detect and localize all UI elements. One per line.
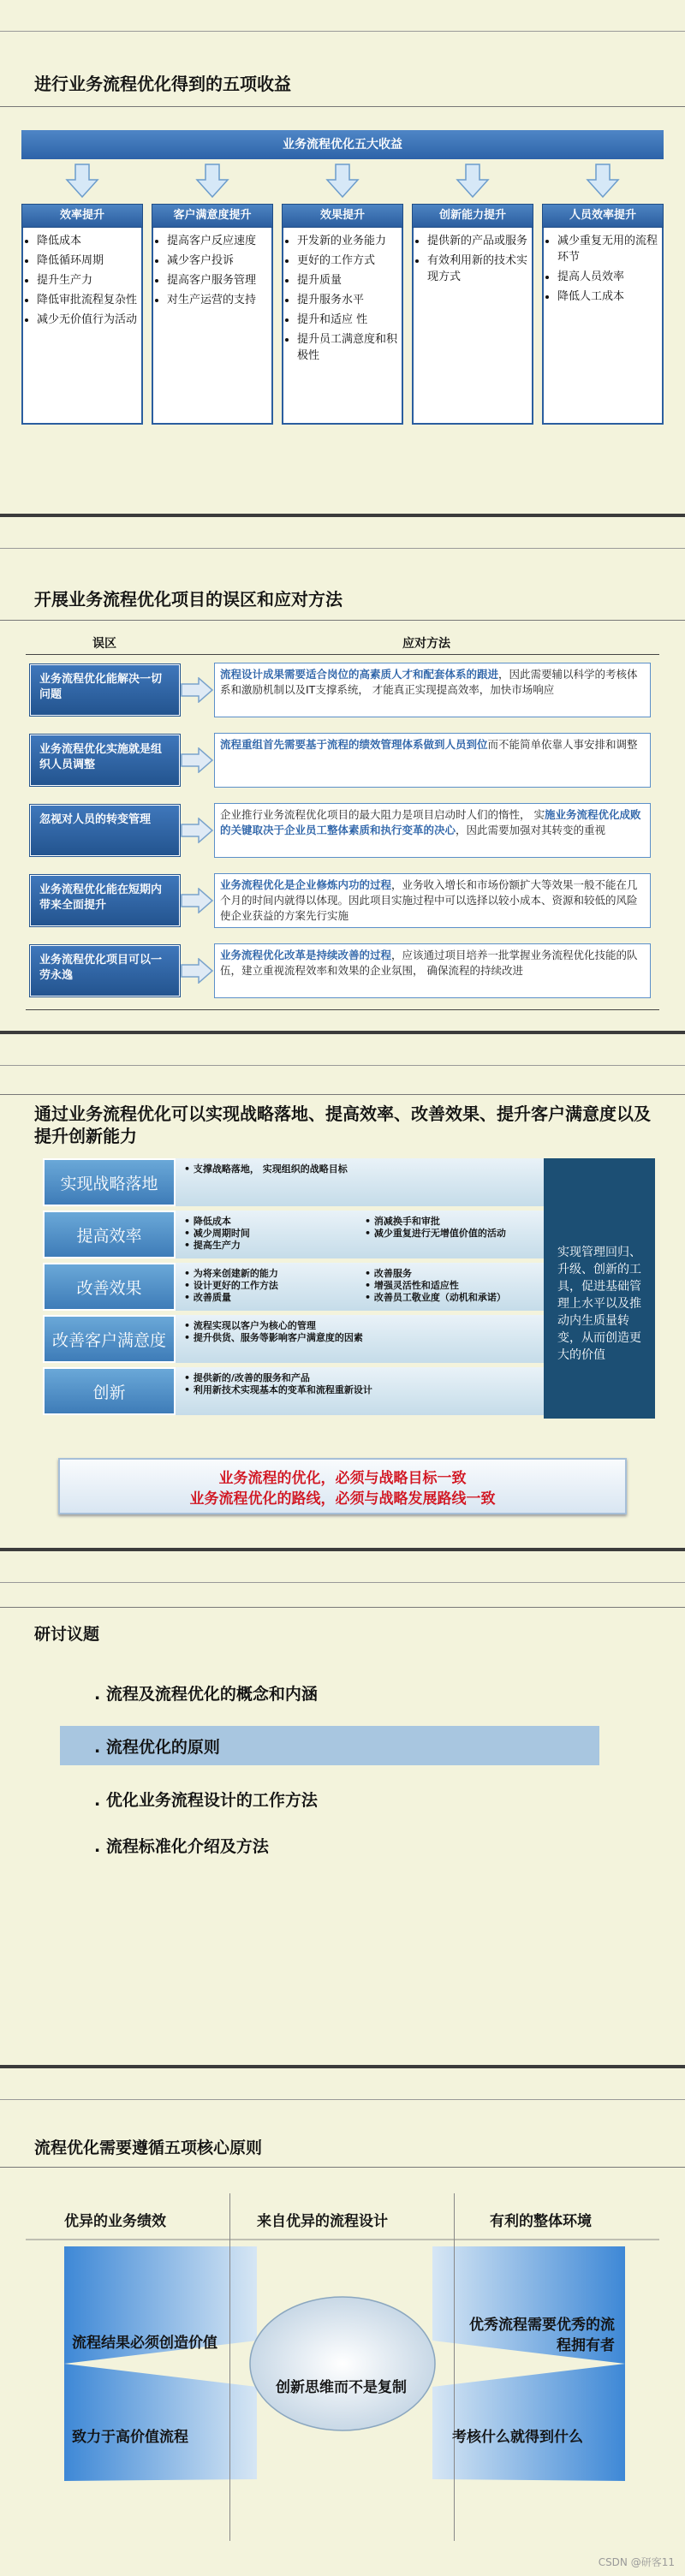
agenda-item-2: . 流程优化的原则 [94, 1738, 220, 1757]
summary-line-1: 业务流程的优化，必须与战略目标一致 [218, 1470, 467, 1487]
slide-title: 开展业务流程优化项目的误区和应对方法 [34, 589, 342, 610]
capability-details [176, 1263, 544, 1311]
column-divider-left [229, 2193, 230, 2541]
capability-bullet: • 改善质量 [184, 1292, 354, 1304]
benefit-column-body [282, 228, 403, 425]
benefit-column-head: 创新能力提升 [412, 204, 533, 228]
capability-bullet: • 减少周期时间 [184, 1228, 354, 1240]
header-rule [26, 654, 659, 655]
slide-benefits [0, 0, 685, 514]
benefit-item: • 提供新的产品或服务 [427, 233, 528, 249]
benefit-item: • 提升服务水平 [297, 292, 398, 308]
slide-capabilities [0, 1034, 685, 1548]
title-overline [0, 1607, 685, 1608]
capability-bullet: • 降低成本 [184, 1216, 354, 1228]
benefit-item: • 降低循环周期 [37, 253, 138, 269]
capability-details [176, 1315, 544, 1363]
right-arrow-icon [180, 888, 214, 913]
benefit-column [21, 204, 143, 425]
response-text: 企业推行业务流程优化项目的最大阻力是项目启动时人们的惰性， 实 [220, 808, 545, 821]
benefit-column-head: 人员效率提升 [542, 204, 664, 228]
strategy-summary [58, 1458, 627, 1514]
left-bottom-wedge [64, 2364, 257, 2481]
capability-bullet: • 提升供货、服务等影响客户满意度的因素 [184, 1332, 535, 1344]
response-highlight: 业务流程优化是企业修炼内功的过程 [220, 878, 392, 891]
title-underline [0, 620, 685, 621]
capability-label: 创新 [43, 1367, 176, 1415]
title-underline [0, 106, 685, 107]
value-sidebox: 实现管理回归、升级、创新的工具，促进基础管理上水平以及推动内生质量转变，从而创造更大的价值 [544, 1158, 655, 1419]
right-arrow-icon [180, 747, 214, 773]
response-box [214, 943, 651, 998]
principle-high-value: 致力于高价值流程 [72, 2429, 188, 2446]
capability-bullet: • 利用新技术实现基本的变革和流程重新设计 [184, 1384, 535, 1396]
benefit-item: • 提升生产力 [37, 272, 138, 289]
capability-bullet: • 流程实现以客户为核心的管理 [184, 1320, 535, 1332]
capability-bullet: • 提高生产力 [184, 1240, 354, 1252]
response-text: ，应该通过项目培养一批掌握业务流程优化技能的队伍，建立重视流程效率和效果的企业氛围， 确保流程的持续改进 [220, 949, 638, 977]
response-highlight: 流程重组首先需要基于流程的绩效管理体系做到人员到位 [220, 738, 488, 751]
benefit-column-head: 客户满意度提升 [152, 204, 273, 228]
right-arrow-icon [180, 677, 214, 703]
response-box [214, 803, 651, 858]
response-text: ，业务收入增长和市场份额扩大等效果一般不能在几个月的时间内就得以体现。因此项目实施过程中可以选择以较小成本、资源和较低的风险使企业获益的方案先行实施 [220, 878, 638, 922]
benefit-item: • 提高客户反应速度 [167, 233, 268, 249]
center-ellipse [250, 2297, 435, 2430]
slide-misconceptions [0, 517, 685, 1031]
benefit-column-body [412, 228, 533, 425]
capability-bullet: • 支撑战略落地， 实现组织的战略目标 [184, 1163, 535, 1175]
slide-principles [0, 2068, 685, 2576]
benefit-item: • 提升和适应 性 [297, 312, 398, 328]
capability-bullet: • 提供新的/改善的服务和产品 [184, 1372, 535, 1384]
summary-line-2: 业务流程优化的路线，必须与战略发展路线一致 [189, 1490, 496, 1508]
down-arrow-icon [325, 163, 360, 199]
head-environment: 有利的整体环境 [490, 2213, 592, 2230]
response-text: ，因此需要辅以科学的考核体系和激励机制以及IT支撑系统， 才能真正实现提高效率，加快市场响应 [220, 668, 638, 696]
benefit-item: • 降低人工成本 [557, 289, 658, 305]
benefit-item: • 减少客户投诉 [167, 253, 268, 269]
response-highlight: 业务流程优化改革是持续改善的过程 [220, 949, 392, 961]
watermark: CSDN @研客11 [598, 2556, 675, 2568]
right-arrow-icon [180, 958, 214, 984]
benefit-column-head: 效果提升 [282, 204, 403, 228]
benefit-item: • 降低成本 [37, 233, 138, 249]
agenda-item-1: . 流程及流程优化的概念和内涵 [94, 1685, 318, 1704]
benefit-column-body [542, 228, 664, 425]
divider [0, 548, 685, 549]
benefit-column-head: 效率提升 [21, 204, 143, 228]
misconception-box: 业务流程优化能在短期内带来全面提升 [30, 875, 180, 926]
response-text: ，因此需要加强对其转变的重视 [456, 824, 606, 836]
down-arrow-icon [195, 163, 229, 199]
benefit-item: • 有效利用新的技术实现方式 [427, 253, 528, 285]
capability-label: 改善客户满意度 [43, 1315, 176, 1363]
capability-bullet: • 消减换手和审批 [365, 1216, 535, 1228]
capability-label: 改善效果 [43, 1263, 176, 1311]
capability-bullet: • 减少重复进行无增值价值的活动 [365, 1228, 535, 1240]
benefit-item: • 更好的工作方式 [297, 253, 398, 269]
divider [0, 1065, 685, 1066]
capability-details [176, 1367, 544, 1415]
down-arrow-icon [586, 163, 620, 199]
right-bottom-wedge [432, 2364, 625, 2481]
agenda-item-3: . 优化业务流程设计的工作方法 [94, 1791, 318, 1810]
benefit-item: • 减少无价值行为活动 [37, 312, 138, 328]
benefits-banner: 业务流程优化五大收益 [21, 130, 664, 159]
footer-rule [26, 1009, 659, 1010]
capability-details [176, 1158, 544, 1206]
benefit-column-body [21, 228, 143, 425]
principle-innovate: 创新思维而不是复制 [276, 2379, 407, 2396]
misconception-box: 忽视对人员的转变管理 [30, 805, 180, 856]
principle-process-owner: 优秀流程需要优秀的流程拥有者 [469, 2317, 615, 2354]
header-misconception: 误区 [92, 637, 116, 651]
slide-title: 通过业务流程优化可以实现战略落地、提高效率、改善效果、提升客户满意度以及提升创新能力 [34, 1104, 651, 1146]
benefit-item: • 对生产运营的支持 [167, 292, 268, 308]
capability-details [176, 1211, 544, 1258]
capability-label: 实现战略落地 [43, 1158, 176, 1206]
head-design: 来自优异的流程设计 [257, 2213, 388, 2230]
benefit-item: • 降低审批流程复杂性 [37, 292, 138, 308]
principle-create-value: 流程结果必须创造价值 [72, 2335, 217, 2352]
misconception-box: 业务流程优化能解决一切问题 [30, 664, 180, 716]
slide-title: 流程优化需要遵循五项核心原则 [34, 2139, 263, 2157]
capability-bullet: • 设计更好的工作方法 [184, 1280, 354, 1292]
response-box [214, 663, 651, 717]
down-arrow-icon [456, 163, 490, 199]
response-highlight: 流程设计成果需要适合岗位的高素质人才和配套体系的跟进 [220, 668, 499, 681]
benefit-column-body [152, 228, 273, 425]
benefit-item: • 提高客户服务管理 [167, 272, 268, 289]
benefit-column [152, 204, 273, 425]
slide-title: 研讨议题 [34, 1625, 100, 1644]
benefit-column [282, 204, 403, 425]
divider [0, 31, 685, 32]
response-text: 而不能简单依靠人事安排和调整 [487, 738, 638, 751]
capability-label: 提高效率 [43, 1211, 176, 1258]
right-arrow-icon [180, 818, 214, 843]
capability-bullet: • 增强灵活性和适应性 [365, 1280, 535, 1292]
agenda-item-4: . 流程标准化介绍及方法 [94, 1837, 269, 1856]
benefit-column [542, 204, 664, 425]
benefit-column [412, 204, 533, 425]
benefit-item: • 开发新的业务能力 [297, 233, 398, 249]
capability-bullet: • 为将来创建新的能力 [184, 1268, 354, 1280]
capability-bullet: • 改善员工敬业度（动机和承诺） [365, 1292, 535, 1304]
response-box [214, 873, 651, 928]
misconception-box: 业务流程优化项目可以一劳永逸 [30, 945, 180, 996]
benefit-item: • 提升质量 [297, 272, 398, 289]
capability-bullet: • 改善服务 [365, 1268, 535, 1280]
response-box [214, 733, 651, 788]
divider [0, 1582, 685, 1583]
slide-title: 进行业务流程优化得到的五项收益 [34, 74, 291, 94]
misconception-box: 业务流程优化实施就是组织人员调整 [30, 735, 180, 786]
slide-agenda [0, 1551, 685, 2065]
principle-measure: 考核什么就得到什么 [452, 2429, 583, 2446]
title-overline [0, 1094, 685, 1095]
head-performance: 优异的业务绩效 [64, 2213, 166, 2230]
benefit-item: • 减少重复无用的流程环节 [557, 233, 658, 265]
benefit-item: • 提高人员效率 [557, 269, 658, 285]
benefit-item: • 提升员工满意度和积极性 [297, 331, 398, 364]
column-divider-right [454, 2193, 455, 2541]
down-arrow-icon [65, 163, 99, 199]
response-highlight: 施业务流程优化成败的关键取决于企业员工整体素质和执行变革的决心 [220, 808, 641, 836]
header-response: 应对方法 [402, 637, 450, 651]
